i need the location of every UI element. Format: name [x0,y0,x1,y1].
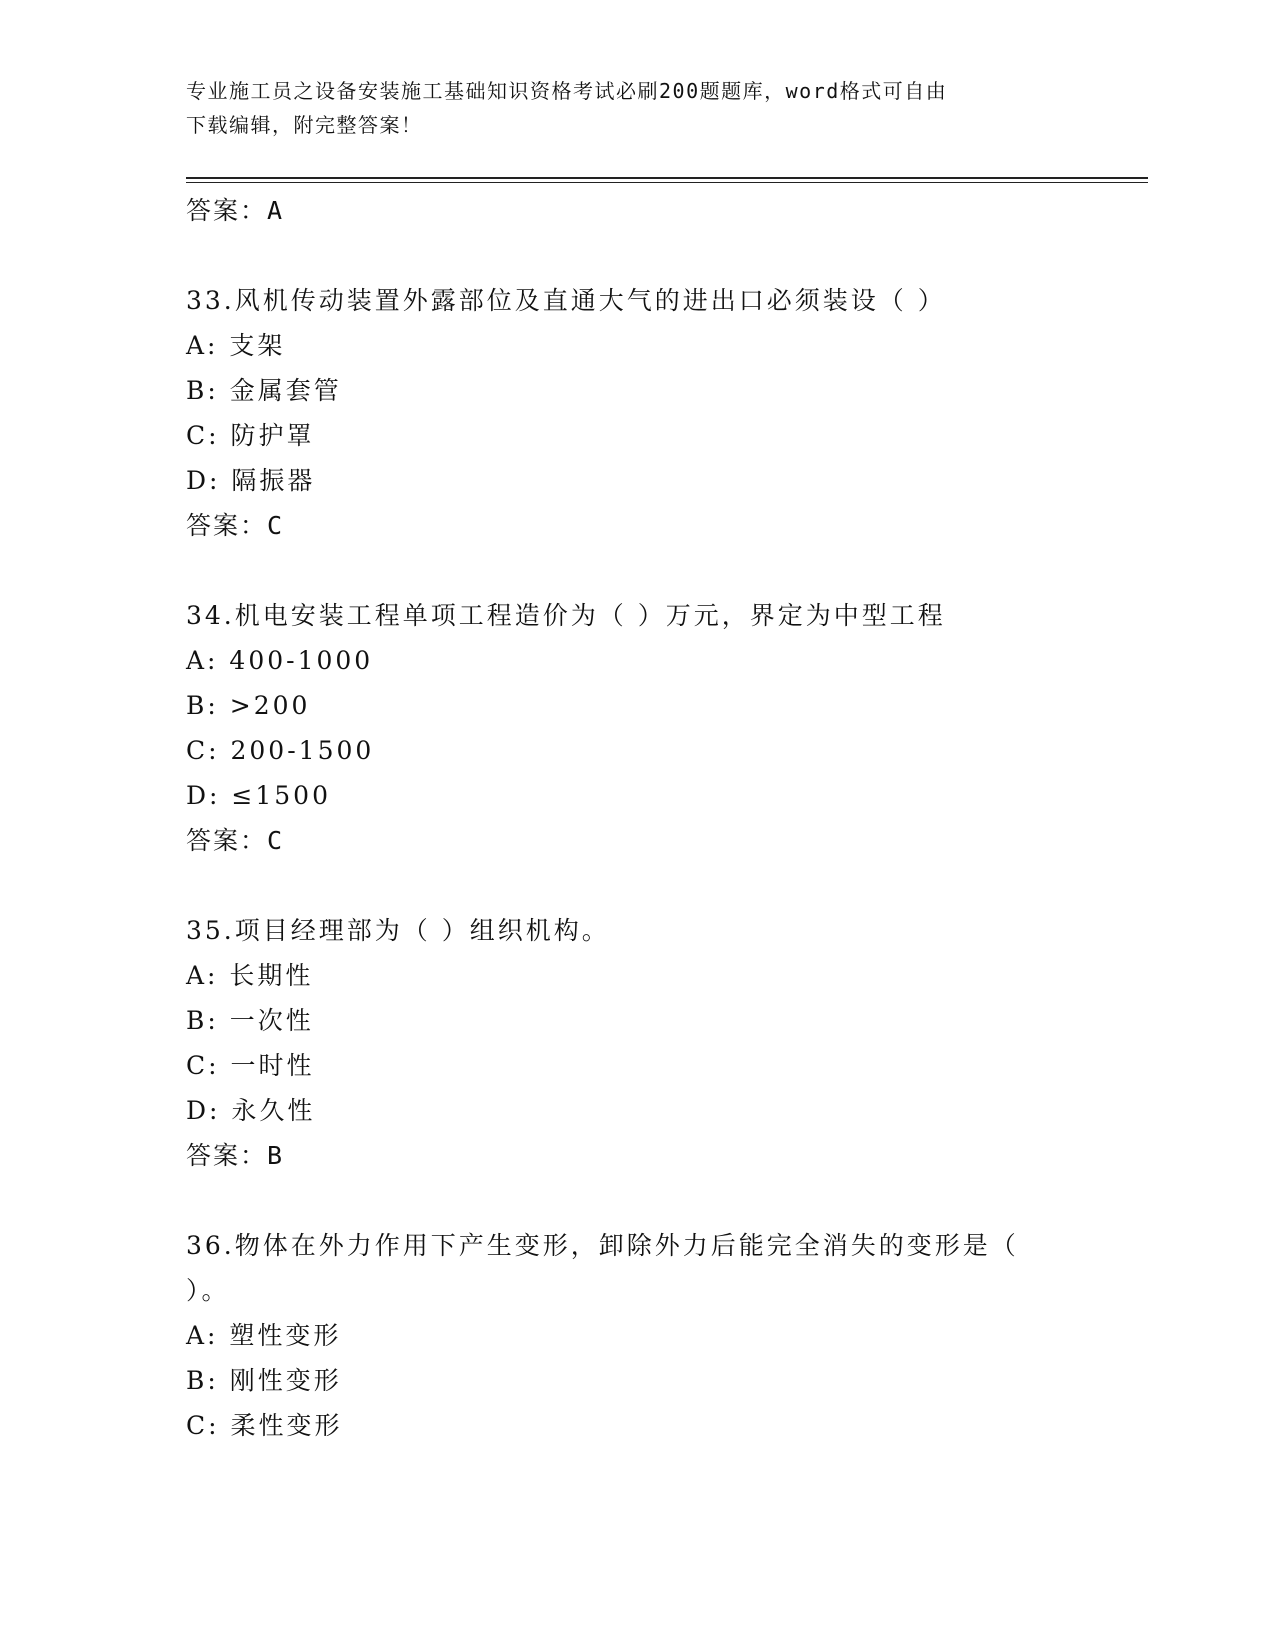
header-line-1: 专业施工员之设备安装施工基础知识资格考试必刷200题题库，word格式可自由 [186,79,948,103]
option-a: A: 长期性 [186,961,314,990]
option-b: B: 一次性 [186,1006,314,1035]
option-c: C: 防护罩 [186,421,315,450]
question-36 [186,1223,1086,1448]
question-list [186,188,1086,1448]
question-text: 34.机电安装工程单项工程造价为（ ）万元，界定为中型工程 [186,601,946,630]
answer-line: 答案：B [186,1141,285,1170]
spacer [186,548,1086,593]
option-a: A: 塑性变形 [186,1321,342,1350]
option-a: A: 支架 [186,331,286,360]
header-line-2: 下载编辑，附完整答案！ [186,113,423,137]
question-35 [186,908,1086,1178]
option-b: B: 刚性变形 [186,1366,342,1395]
answer-line: 答案：A [186,196,285,225]
spacer [186,233,1086,278]
spacer [186,863,1086,908]
option-a: A: 400-1000 [186,646,374,675]
header-rule-thick [186,177,1148,179]
question-text-line-1: 36.物体在外力作用下产生变形，卸除外力后能完全消失的变形是（ [186,1231,1019,1260]
option-d: D: 隔振器 [186,466,316,495]
question-text: 35.项目经理部为（ ）组织机构。 [186,916,610,945]
option-b: B: >200 [186,691,311,720]
question-text-line-2: ）。 [186,1276,230,1305]
answer-line: 答案：C [186,511,285,540]
option-c: C: 柔性变形 [186,1411,343,1440]
option-c: C: 200-1500 [186,736,375,765]
document-header [186,74,1066,142]
option-d: D: 永久性 [186,1096,316,1125]
option-b: B: 金属套管 [186,376,342,405]
option-d: D: ≤1500 [186,781,331,810]
question-34 [186,593,1086,863]
question-33 [186,278,1086,548]
spacer [186,1178,1086,1223]
option-c: C: 一时性 [186,1051,315,1080]
question-text: 33.风机传动装置外露部位及直通大气的进出口必须装设（ ） [186,286,946,315]
header-rule-thin [186,182,1148,183]
answer-line: 答案：C [186,826,285,855]
